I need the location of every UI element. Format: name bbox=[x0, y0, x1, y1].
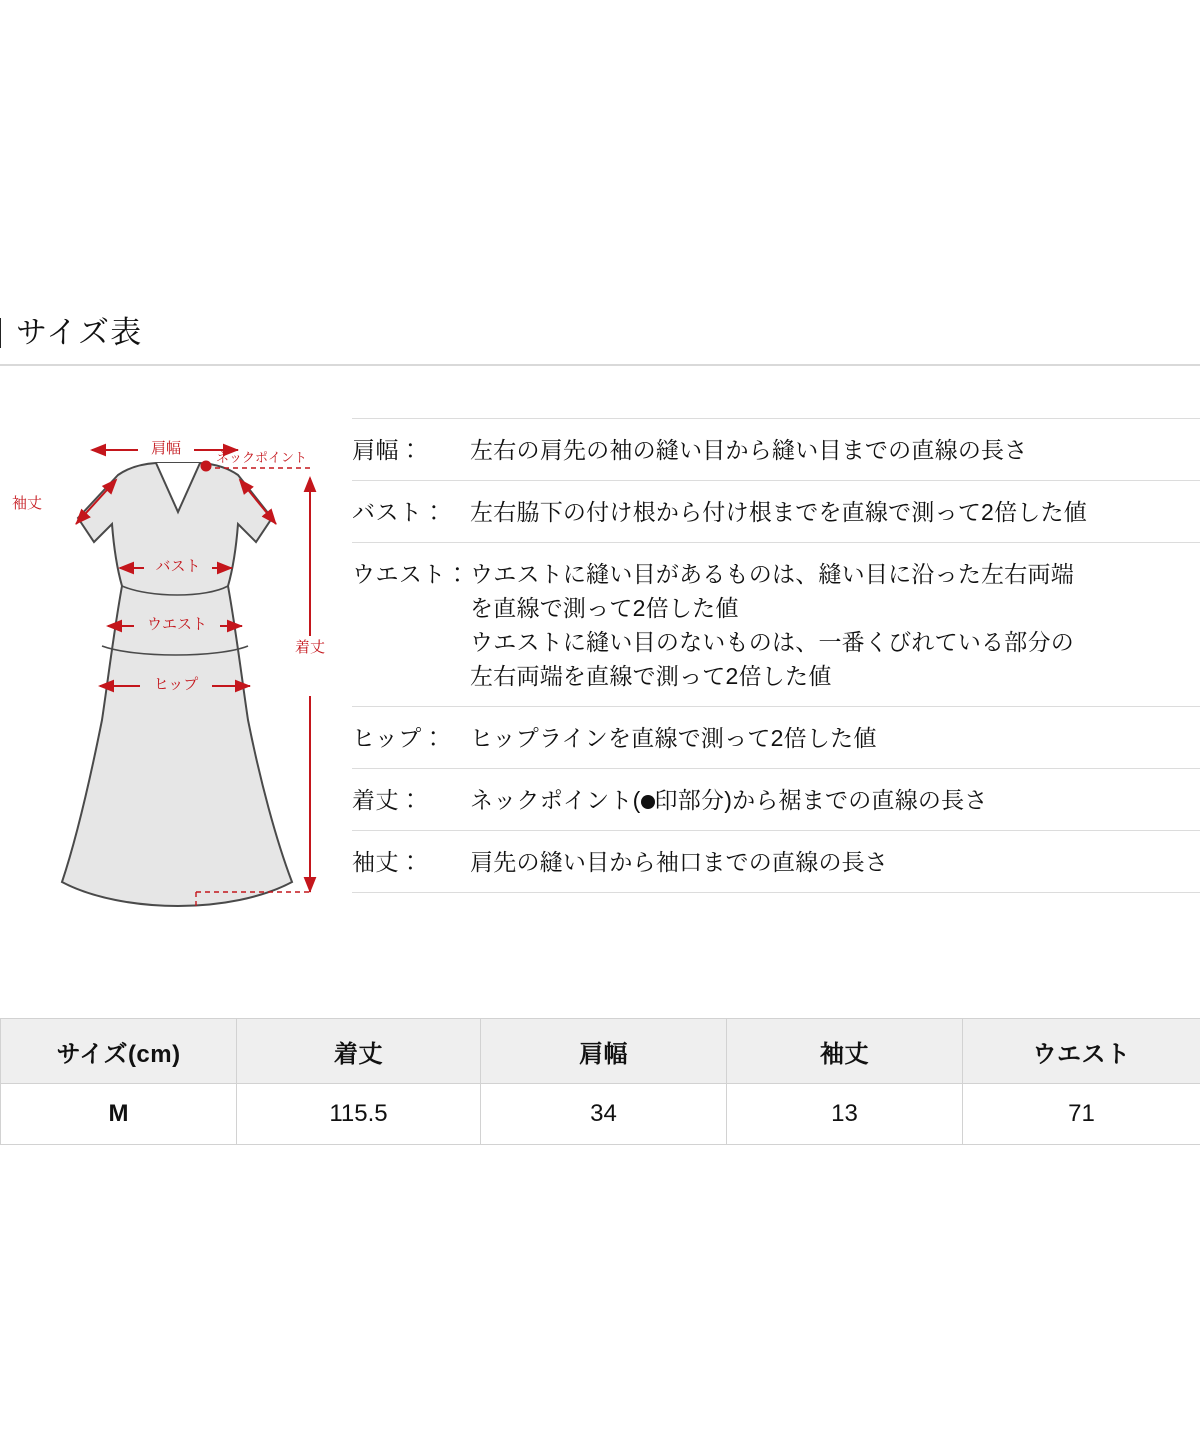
definition-term: ヒップ： bbox=[352, 725, 446, 751]
table-header-cell: 着丈 bbox=[237, 1019, 481, 1084]
table-header-cell: サイズ(cm) bbox=[1, 1019, 237, 1084]
definition-line: ウエストに縫い目のないものは、一番くびれている部分の bbox=[470, 629, 1074, 655]
definition-line: ヒップラインを直線で測って2倍した値 bbox=[470, 725, 877, 751]
table-cell-sleeve: 13 bbox=[727, 1084, 963, 1145]
table-cell-shoulder: 34 bbox=[481, 1084, 727, 1145]
definition-description bbox=[470, 783, 1200, 817]
definition-line: 肩先の縫い目から袖口までの直線の長さ bbox=[470, 849, 889, 875]
dim-label-waist: ウエスト bbox=[146, 616, 208, 633]
table-row bbox=[1, 1084, 1200, 1145]
definition-row-bust bbox=[352, 481, 1200, 543]
definition-line bbox=[470, 783, 1200, 817]
table-cell-size: M bbox=[1, 1084, 237, 1145]
definition-row-length bbox=[352, 769, 1200, 831]
table-header-row bbox=[1, 1019, 1200, 1084]
definition-description bbox=[470, 557, 1200, 693]
definition-row-sleeve bbox=[352, 831, 1200, 893]
definition-description bbox=[470, 721, 1200, 755]
definition-term: ウエスト： bbox=[352, 561, 470, 587]
definition-description bbox=[470, 845, 1200, 879]
definition-term: バスト： bbox=[352, 499, 446, 525]
definition-line: を直線で測って2倍した値 bbox=[470, 595, 739, 621]
definition-line-suffix: 印部分)から裾までの直線の長さ bbox=[654, 787, 988, 813]
definition-row-waist bbox=[352, 543, 1200, 707]
definition-line: ウエストに縫い目があるものは、縫い目に沿った左右両端 bbox=[470, 561, 1074, 587]
measurement-definitions bbox=[352, 418, 1200, 893]
page-title: サイズ表 bbox=[16, 315, 143, 350]
heading-accent-bar bbox=[0, 318, 1, 348]
section-heading bbox=[0, 312, 1200, 366]
definition-term: 着丈： bbox=[352, 787, 423, 813]
size-table bbox=[0, 1018, 1200, 1145]
table-cell-length: 115.5 bbox=[237, 1084, 481, 1145]
definition-line-prefix: ネックポイント( bbox=[470, 787, 641, 813]
dim-label-shoulder: 肩幅 bbox=[150, 440, 182, 457]
definition-row-hip bbox=[352, 707, 1200, 769]
table-header-cell: 肩幅 bbox=[481, 1019, 727, 1084]
dim-label-neck-point: ネックポイント bbox=[216, 450, 308, 465]
definition-description bbox=[470, 433, 1200, 467]
definition-line: 左右の肩先の袖の縫い目から縫い目までの直線の長さ bbox=[470, 437, 1028, 463]
definition-line: 左右脇下の付け根から付け根までを直線で測って2倍した値 bbox=[470, 499, 1088, 525]
filled-circle-icon bbox=[641, 795, 655, 809]
definition-line: 左右両端を直線で測って2倍した値 bbox=[470, 663, 832, 689]
definition-row-shoulder bbox=[352, 418, 1200, 481]
table-header-cell: ウエスト bbox=[963, 1019, 1200, 1084]
dim-label-bust: バスト bbox=[155, 558, 201, 575]
definition-term: 肩幅： bbox=[352, 437, 423, 463]
table-cell-waist: 71 bbox=[963, 1084, 1200, 1145]
definition-description bbox=[470, 495, 1200, 529]
neck-point-marker bbox=[201, 461, 212, 472]
dim-label-hip: ヒップ bbox=[153, 676, 199, 693]
dim-label-sleeve: 袖丈 bbox=[12, 495, 43, 512]
dim-label-length: 着丈 bbox=[294, 639, 326, 656]
garment-measurement-diagram bbox=[10, 420, 340, 940]
definition-term: 袖丈： bbox=[352, 849, 423, 875]
table-header-cell: 袖丈 bbox=[727, 1019, 963, 1084]
